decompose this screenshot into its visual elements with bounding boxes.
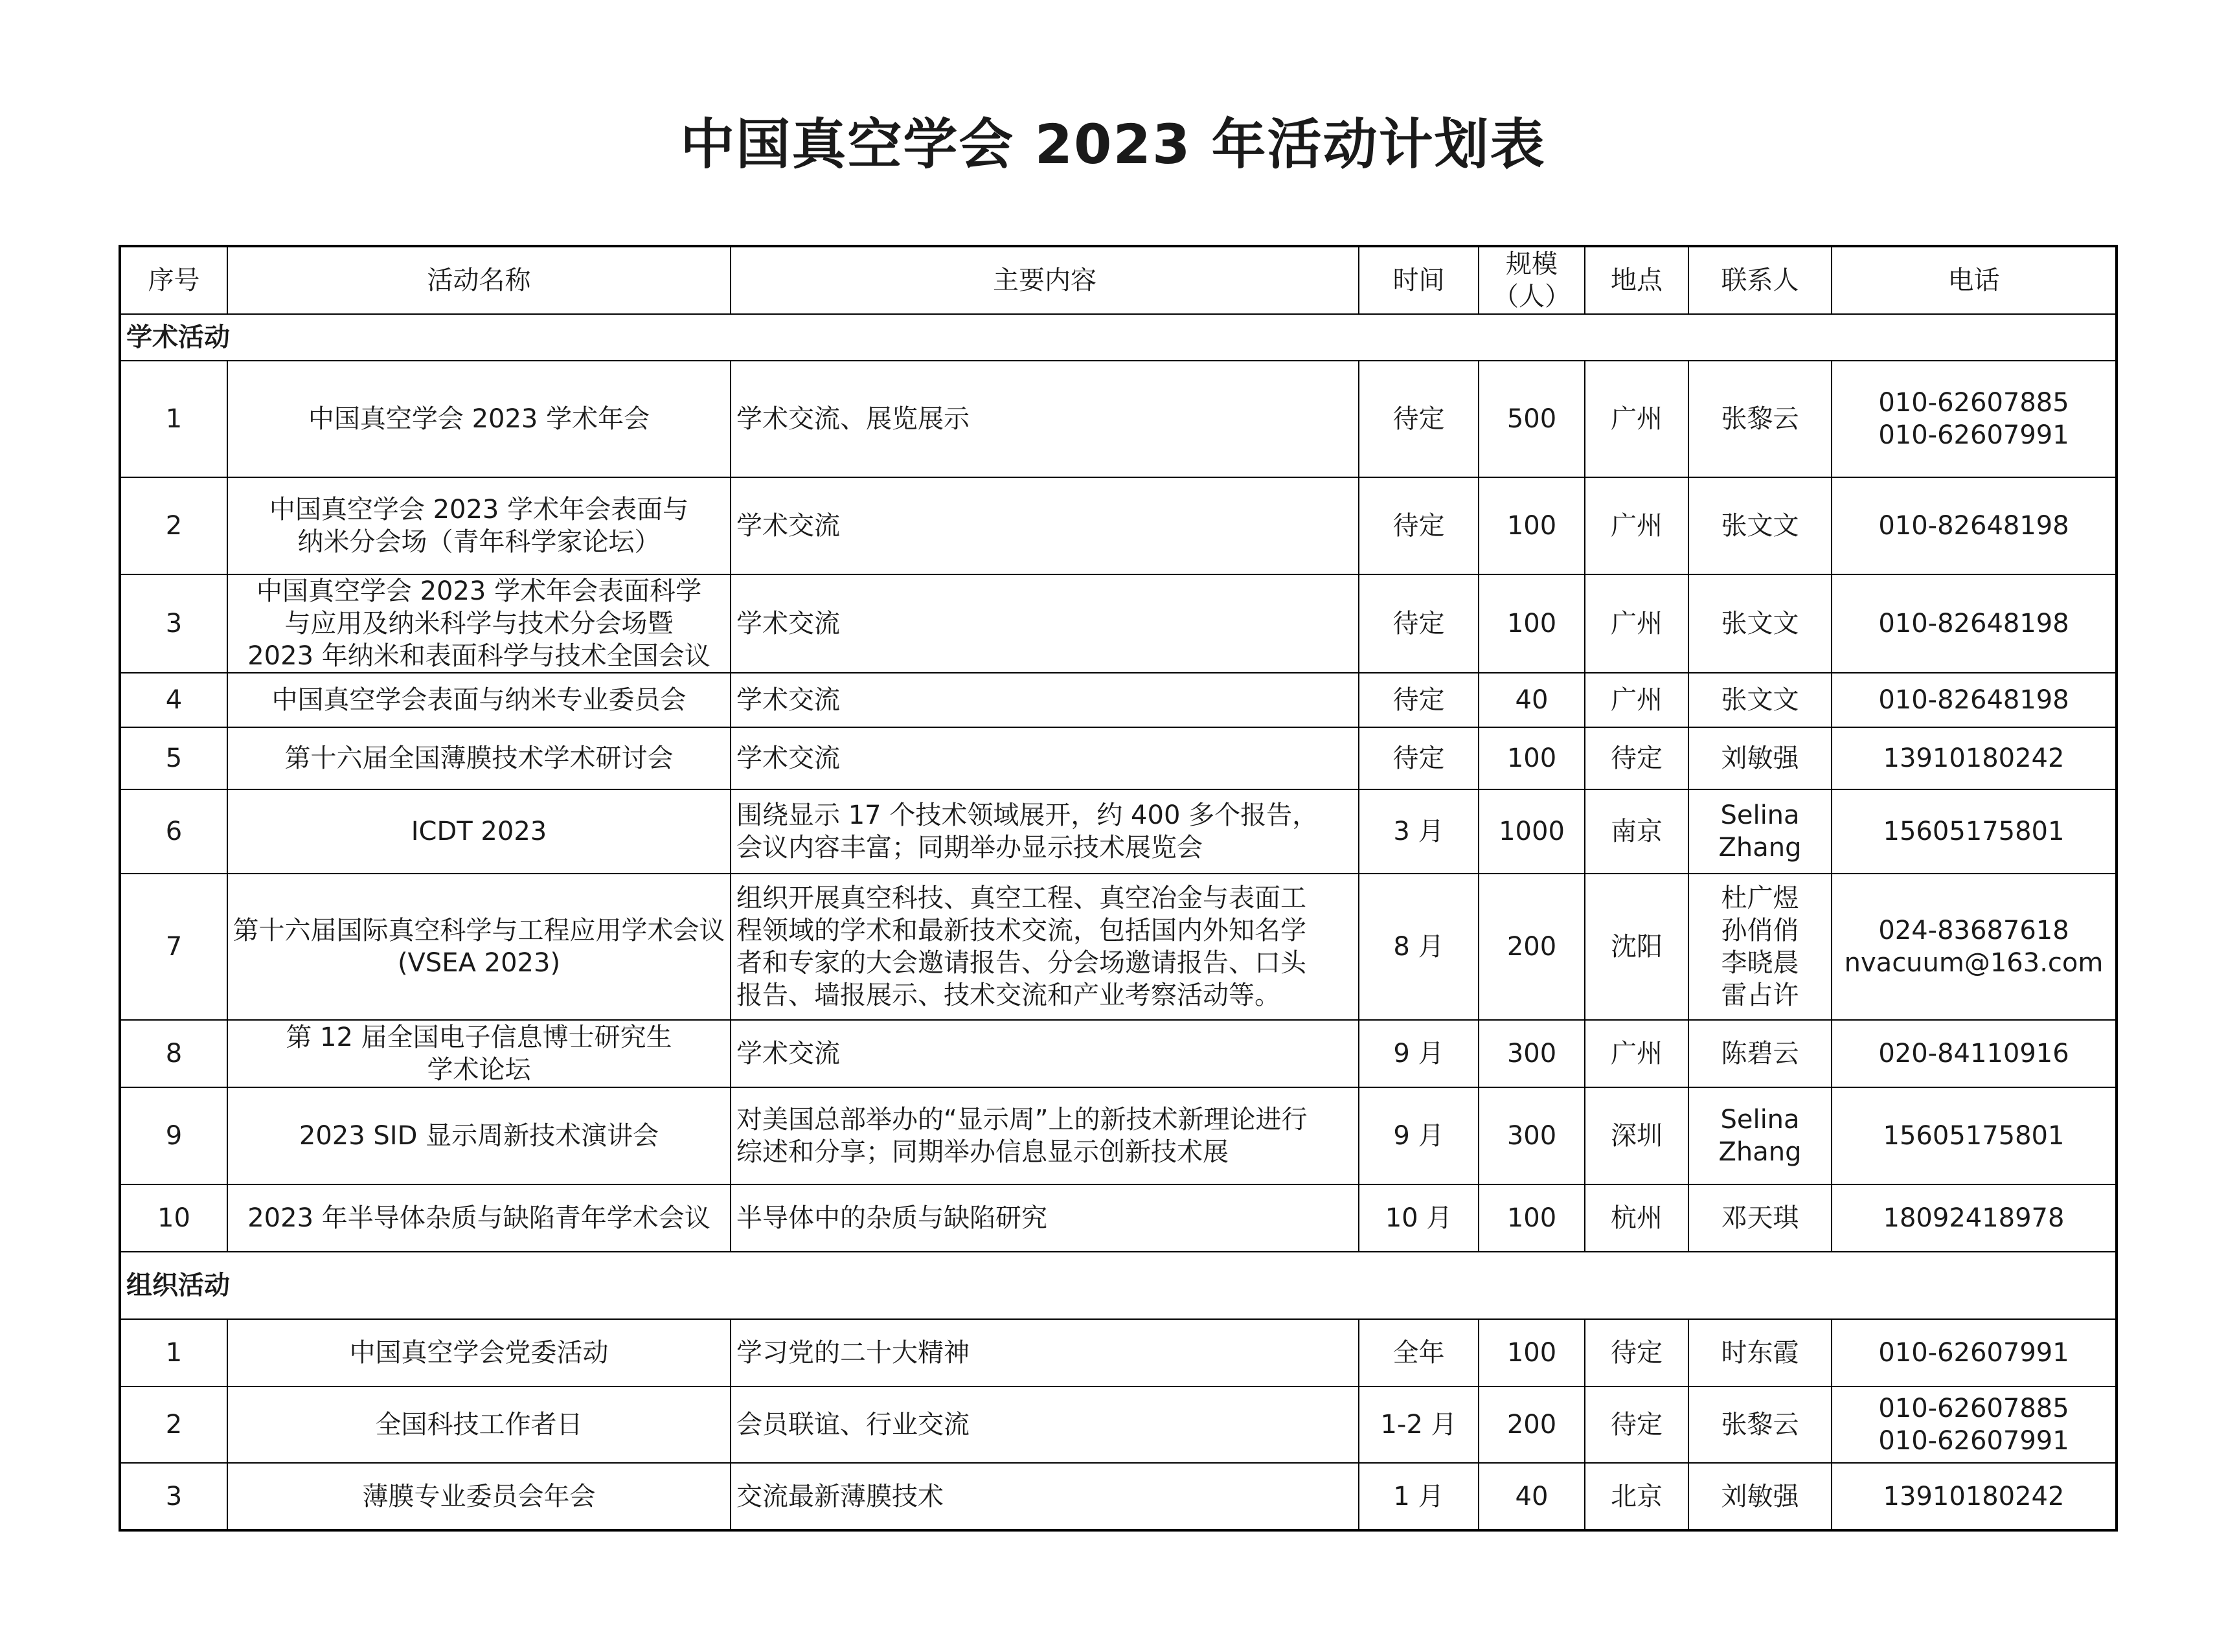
cell-name-line: 第 12 届全国电子信息博士研究生: [286, 1023, 672, 1052]
cell-contact-line: 张黎云: [1721, 404, 1799, 434]
cell-name-line: 中国真空学会 2023 学术年会表面与: [269, 495, 689, 525]
table-row: [120, 1319, 2117, 1386]
cell-place: 沈阳: [1585, 874, 1688, 1020]
header-row: [120, 246, 2117, 314]
cell-content-line: 半导体中的杂质与缺陷研究: [736, 1203, 1047, 1233]
cell-content-line: 学术交流: [736, 743, 840, 773]
cell-phone-line: 020-84110916: [1878, 1039, 2069, 1069]
cell-name-line: 学术论坛: [427, 1055, 531, 1085]
cell-place: 待定: [1585, 1386, 1688, 1463]
table-row: [120, 727, 2117, 789]
cell-place: 北京: [1585, 1463, 1688, 1530]
cell-name: [227, 574, 731, 673]
cell-name-line: 第十六届全国薄膜技术学术研讨会: [284, 743, 674, 773]
cell-content-line: 报告、墙报展示、技术交流和产业考察活动等。: [736, 980, 1280, 1010]
cell-time: 9 月: [1359, 1087, 1479, 1184]
cell-phone: [1832, 789, 2117, 874]
cell-scale: 500: [1479, 361, 1585, 477]
cell-no: 2: [120, 477, 227, 574]
cell-name: [227, 1087, 731, 1184]
cell-content-line: 学术交流: [736, 685, 840, 715]
cell-content-line: 学术交流: [736, 1039, 840, 1069]
cell-phone: [1832, 1020, 2117, 1087]
cell-content: [731, 1020, 1359, 1087]
cell-phone-line: 010-62607991: [1878, 420, 2069, 450]
cell-content-line: 学术交流: [736, 511, 840, 541]
cell-content: [731, 1463, 1359, 1530]
cell-phone-line: 13910180242: [1883, 1481, 2065, 1511]
table-row: [120, 673, 2117, 727]
table-row: [120, 789, 2117, 874]
cell-no: 10: [120, 1184, 227, 1252]
cell-name-line: 纳米分会场（青年科学家论坛）: [297, 527, 661, 557]
cell-content-line: 程领域的学术和最新技术交流，包括国内外知名学: [736, 916, 1306, 945]
cell-content: [731, 1319, 1359, 1386]
cell-scale: 100: [1479, 1184, 1585, 1252]
cell-name-line: 第十六届国际真空科学与工程应用学术会议: [233, 916, 725, 945]
cell-contact-line: 雷占许: [1721, 980, 1799, 1010]
cell-phone: [1832, 361, 2117, 477]
col-header-contact: 联系人: [1688, 246, 1832, 314]
cell-content: [731, 727, 1359, 789]
cell-contact: [1688, 1087, 1832, 1184]
cell-phone-line: 010-82648198: [1878, 609, 2069, 639]
cell-phone: [1832, 574, 2117, 673]
cell-name: [227, 1020, 731, 1087]
cell-contact-line: Selina: [1720, 800, 1800, 830]
cell-contact-line: 邓天琪: [1721, 1203, 1799, 1233]
cell-time: 待定: [1359, 574, 1479, 673]
cell-name: [227, 1463, 731, 1530]
cell-content-line: 综述和分享；同期举办信息显示创新技术展: [736, 1137, 1229, 1167]
activity-plan-table: [119, 245, 2118, 1532]
cell-time: 3 月: [1359, 789, 1479, 874]
cell-content: [731, 477, 1359, 574]
cell-content: [731, 789, 1359, 874]
col-header-content: 主要内容: [731, 246, 1359, 314]
table-body: [120, 314, 2117, 1530]
cell-name-line: (VSEA 2023): [397, 948, 561, 978]
cell-scale: 100: [1479, 727, 1585, 789]
cell-scale: 200: [1479, 1386, 1585, 1463]
cell-phone-line: 024-83687618: [1878, 916, 2069, 945]
cell-contact-line: 李晓晨: [1721, 948, 1799, 978]
cell-name-line: 2023 年纳米和表面科学与技术全国会议: [247, 641, 710, 671]
cell-content-line: 交流最新薄膜技术: [736, 1481, 944, 1511]
cell-content: [731, 874, 1359, 1020]
cell-contact-line: Zhang: [1718, 1137, 1802, 1167]
cell-time: 全年: [1359, 1319, 1479, 1386]
cell-content: [731, 1184, 1359, 1252]
cell-scale: 1000: [1479, 789, 1585, 874]
cell-no: 9: [120, 1087, 227, 1184]
cell-phone: [1832, 727, 2117, 789]
cell-content-line: 者和专家的大会邀请报告、分会场邀请报告、口头: [736, 948, 1306, 978]
cell-phone: [1832, 1463, 2117, 1530]
cell-name: [227, 727, 731, 789]
cell-place: 待定: [1585, 1319, 1688, 1386]
cell-place: 待定: [1585, 727, 1688, 789]
cell-phone-line: 15605175801: [1883, 817, 2065, 846]
cell-contact-line: 刘敏强: [1721, 743, 1799, 773]
cell-name-line: ICDT 2023: [411, 817, 547, 846]
cell-place: 杭州: [1585, 1184, 1688, 1252]
col-header-name: 活动名称: [227, 246, 731, 314]
cell-no: 4: [120, 673, 227, 727]
col-header-no: 序号: [120, 246, 227, 314]
cell-contact: [1688, 1020, 1832, 1087]
cell-phone-line: 010-62607991: [1878, 1338, 2069, 1368]
cell-place: 广州: [1585, 361, 1688, 477]
cell-place: 深圳: [1585, 1087, 1688, 1184]
cell-phone: [1832, 673, 2117, 727]
table-row: [120, 1184, 2117, 1252]
cell-place: 广州: [1585, 673, 1688, 727]
cell-name-line: 2023 SID 显示周新技术演讲会: [299, 1121, 659, 1151]
cell-place: 广州: [1585, 477, 1688, 574]
cell-content-line: 学术交流: [736, 609, 840, 639]
table-row: [120, 1087, 2117, 1184]
cell-contact-line: 陈碧云: [1721, 1039, 1799, 1069]
cell-no: 1: [120, 361, 227, 477]
cell-time: 10 月: [1359, 1184, 1479, 1252]
cell-time: 9 月: [1359, 1020, 1479, 1087]
cell-name-line: 中国真空学会党委活动: [349, 1338, 609, 1368]
table-row: [120, 1386, 2117, 1463]
cell-phone: [1832, 1386, 2117, 1463]
cell-contact: [1688, 574, 1832, 673]
section-label: 学术活动: [120, 314, 2117, 361]
cell-contact: [1688, 1184, 1832, 1252]
cell-name: [227, 673, 731, 727]
cell-phone-line: 010-62607991: [1878, 1426, 2069, 1456]
cell-scale: 100: [1479, 477, 1585, 574]
table-row: [120, 1020, 2117, 1087]
table-row: [120, 874, 2117, 1020]
cell-phone-line: nvacuum@163.com: [1844, 948, 2104, 978]
cell-contact: [1688, 673, 1832, 727]
cell-place: 广州: [1585, 574, 1688, 673]
cell-contact: [1688, 1463, 1832, 1530]
cell-phone-line: 010-62607885: [1878, 388, 2069, 418]
cell-name-line: 与应用及纳米科学与技术分会场暨: [284, 609, 674, 639]
col-header-scale: 规模（人）: [1479, 246, 1585, 314]
cell-time: 待定: [1359, 361, 1479, 477]
cell-time: 1 月: [1359, 1463, 1479, 1530]
table-row: [120, 361, 2117, 477]
cell-contact-line: 张黎云: [1721, 1410, 1799, 1440]
cell-name: [227, 789, 731, 874]
cell-phone: [1832, 874, 2117, 1020]
cell-name: [227, 361, 731, 477]
cell-content-line: 学术交流、展览展示: [736, 404, 970, 434]
cell-no: 6: [120, 789, 227, 874]
cell-contact: [1688, 1319, 1832, 1386]
cell-contact: [1688, 727, 1832, 789]
cell-contact-line: 张文文: [1721, 609, 1799, 639]
cell-content-line: 组织开展真空科技、真空工程、真空冶金与表面工: [736, 883, 1306, 913]
cell-name-line: 2023 年半导体杂质与缺陷青年学术会议: [247, 1203, 710, 1233]
cell-no: 1: [120, 1319, 227, 1386]
cell-scale: 40: [1479, 673, 1585, 727]
cell-scale: 100: [1479, 1319, 1585, 1386]
cell-phone: [1832, 1319, 2117, 1386]
cell-phone-line: 13910180242: [1883, 743, 2065, 773]
cell-name: [227, 1319, 731, 1386]
cell-content-line: 围绕显示 17 个技术领域展开，约 400 多个报告，: [736, 800, 1319, 830]
cell-contact-line: 刘敏强: [1721, 1481, 1799, 1511]
cell-no: 2: [120, 1386, 227, 1463]
cell-place: 南京: [1585, 789, 1688, 874]
col-header-place: 地点: [1585, 246, 1688, 314]
cell-content: [731, 1087, 1359, 1184]
cell-name-line: 薄膜专业委员会年会: [362, 1481, 596, 1511]
cell-content: [731, 1386, 1359, 1463]
cell-contact: [1688, 361, 1832, 477]
cell-no: 8: [120, 1020, 227, 1087]
cell-name-line: 中国真空学会表面与纳米专业委员会: [271, 685, 687, 715]
cell-contact-line: Zhang: [1718, 833, 1802, 863]
cell-scale: 300: [1479, 1087, 1585, 1184]
table-row: [120, 1463, 2117, 1530]
cell-scale: 300: [1479, 1020, 1585, 1087]
cell-contact-line: 杜广煜: [1721, 883, 1799, 913]
cell-contact-line: Selina: [1720, 1105, 1800, 1135]
cell-phone: [1832, 1184, 2117, 1252]
cell-contact-line: 张文文: [1721, 511, 1799, 541]
section-row: [120, 1252, 2117, 1319]
cell-name: [227, 874, 731, 1020]
cell-content: [731, 673, 1359, 727]
cell-phone: [1832, 477, 2117, 574]
col-header-time: 时间: [1359, 246, 1479, 314]
cell-time: 待定: [1359, 727, 1479, 789]
cell-time: 待定: [1359, 477, 1479, 574]
table-row: [120, 574, 2117, 673]
section-row: [120, 314, 2117, 361]
cell-contact: [1688, 477, 1832, 574]
cell-content: [731, 361, 1359, 477]
cell-scale: 100: [1479, 574, 1585, 673]
page-title: 中国真空学会 2023 年活动计划表: [680, 113, 1546, 176]
cell-phone-line: 18092418978: [1883, 1203, 2065, 1233]
cell-name-line: 中国真空学会 2023 学术年会表面科学: [256, 576, 702, 606]
cell-content-line: 会议内容丰富；同期举办显示技术展览会: [736, 833, 1203, 863]
section-label: 组织活动: [120, 1252, 2117, 1319]
cell-scale: 200: [1479, 874, 1585, 1020]
cell-scale: 40: [1479, 1463, 1585, 1530]
cell-place: 广州: [1585, 1020, 1688, 1087]
cell-phone-line: 010-82648198: [1878, 685, 2069, 715]
cell-phone-line: 010-82648198: [1878, 511, 2069, 541]
cell-no: 5: [120, 727, 227, 789]
cell-time: 待定: [1359, 673, 1479, 727]
cell-contact-line: 时东霞: [1721, 1338, 1799, 1368]
cell-time: 1-2 月: [1359, 1386, 1479, 1463]
cell-no: 3: [120, 574, 227, 673]
cell-name-line: 中国真空学会 2023 学术年会: [308, 404, 650, 434]
cell-name: [227, 1386, 731, 1463]
cell-phone-line: 010-62607885: [1878, 1394, 2069, 1423]
col-header-phone: 电话: [1832, 246, 2117, 314]
cell-time: 8 月: [1359, 874, 1479, 1020]
cell-no: 3: [120, 1463, 227, 1530]
cell-content-line: 学习党的二十大精神: [736, 1338, 970, 1368]
cell-contact-line: 张文文: [1721, 685, 1799, 715]
cell-no: 7: [120, 874, 227, 1020]
cell-contact-line: 孙俏俏: [1721, 916, 1799, 945]
cell-content-line: 对美国总部举办的“显示周”上的新技术新理论进行: [736, 1105, 1308, 1135]
cell-name-line: 全国科技工作者日: [375, 1410, 583, 1440]
cell-contact: [1688, 874, 1832, 1020]
cell-content-line: 会员联谊、行业交流: [736, 1410, 970, 1440]
cell-phone: [1832, 1087, 2117, 1184]
cell-contact: [1688, 789, 1832, 874]
cell-name: [227, 1184, 731, 1252]
cell-name: [227, 477, 731, 574]
cell-content: [731, 574, 1359, 673]
cell-phone-line: 15605175801: [1883, 1121, 2065, 1151]
cell-contact: [1688, 1386, 1832, 1463]
table-row: [120, 477, 2117, 574]
